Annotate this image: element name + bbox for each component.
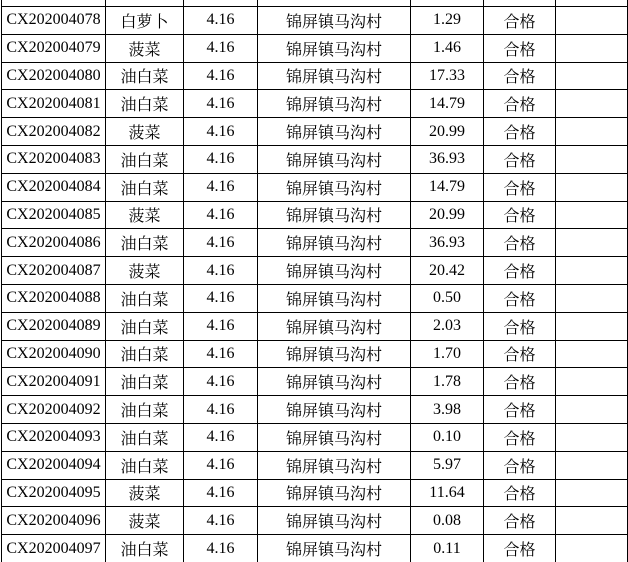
cell-conclusion: 合格 — [484, 229, 556, 257]
cell-conclusion: 合格 — [484, 7, 556, 35]
cell-sampling-site: 锦屏镇马沟村 — [258, 34, 411, 62]
cell-conclusion: 合格 — [484, 396, 556, 424]
cell-test-date: 4.16 — [184, 145, 258, 173]
cell-test-date: 4.16 — [184, 34, 258, 62]
cell-sampling-site: 锦屏镇马沟村 — [258, 118, 411, 146]
cell-result-value: 5.97 — [411, 451, 484, 479]
table-row — [2, 423, 628, 451]
cell-result-value: 0.10 — [411, 423, 484, 451]
cell-result-value: 36.93 — [411, 229, 484, 257]
cell-sample-id: CX202004093 — [2, 423, 106, 451]
cell-sample-id: CX202004086 — [2, 229, 106, 257]
cell-test-date: 4.16 — [184, 62, 258, 90]
cell-product: 油白菜 — [106, 145, 184, 173]
cell-blank — [556, 201, 628, 229]
cell-test-date: 4.16 — [184, 90, 258, 118]
table-row — [2, 479, 628, 507]
cell-sampling-site: 锦屏镇马沟村 — [258, 535, 411, 562]
cell-conclusion: 合格 — [484, 145, 556, 173]
cell-sample-id: CX202004090 — [2, 340, 106, 368]
cell-blank — [556, 118, 628, 146]
cell-result-value: 17.33 — [411, 62, 484, 90]
cell-sample-id: CX202004094 — [2, 451, 106, 479]
cell-result-value: 1.70 — [411, 340, 484, 368]
cell-sampling-site: 锦屏镇马沟村 — [258, 7, 411, 35]
table-row — [2, 201, 628, 229]
inspection-results-table — [1, 0, 628, 562]
cell-blank — [556, 7, 628, 35]
cell-blank — [556, 535, 628, 562]
cell-blank — [556, 312, 628, 340]
cell-test-date: 4.16 — [184, 284, 258, 312]
cell-blank — [556, 340, 628, 368]
cell-product: 菠菜 — [106, 201, 184, 229]
cell-product: 菠菜 — [106, 507, 184, 535]
cell-sampling-site: 锦屏镇马沟村 — [258, 145, 411, 173]
cell-blank — [556, 34, 628, 62]
cell-conclusion: 合格 — [484, 312, 556, 340]
cell-sampling-site: 锦屏镇马沟村 — [258, 451, 411, 479]
cell-sample-id: CX202004097 — [2, 535, 106, 562]
cell-conclusion: 合格 — [484, 507, 556, 535]
cell-test-date: 4.16 — [184, 201, 258, 229]
table-row — [2, 34, 628, 62]
table-row — [2, 90, 628, 118]
table-row — [2, 173, 628, 201]
cell-blank — [556, 284, 628, 312]
cell-sample-id: CX202004078 — [2, 7, 106, 35]
cell-sample-id: CX202004082 — [2, 118, 106, 146]
cell-blank — [556, 451, 628, 479]
cell-product: 油白菜 — [106, 535, 184, 562]
cell-sampling-site: 锦屏镇马沟村 — [258, 479, 411, 507]
cell-blank — [556, 479, 628, 507]
cell-sampling-site: 锦屏镇马沟村 — [258, 90, 411, 118]
cell-conclusion: 合格 — [484, 201, 556, 229]
cell-blank — [556, 507, 628, 535]
cell-result-value: 3.98 — [411, 396, 484, 424]
cell-conclusion: 合格 — [484, 257, 556, 285]
cell-sample-id: CX202004092 — [2, 396, 106, 424]
cell-conclusion: 合格 — [484, 535, 556, 562]
cell-test-date: 4.16 — [184, 340, 258, 368]
cell-blank — [556, 62, 628, 90]
cell-result-value: 11.64 — [411, 479, 484, 507]
cell-test-date: 4.16 — [184, 535, 258, 562]
cell-product: 油白菜 — [106, 312, 184, 340]
cell-test-date: 4.16 — [184, 312, 258, 340]
cell-result-value: 14.79 — [411, 173, 484, 201]
cell-test-date: 4.16 — [184, 173, 258, 201]
cell-sampling-site: 锦屏镇马沟村 — [258, 368, 411, 396]
cell-conclusion: 合格 — [484, 34, 556, 62]
table-row — [2, 535, 628, 562]
cell-test-date: 4.16 — [184, 451, 258, 479]
table-row — [2, 368, 628, 396]
table-body — [2, 0, 628, 562]
table-row — [2, 7, 628, 35]
table-row — [2, 451, 628, 479]
cell-blank — [556, 257, 628, 285]
cell-product: 油白菜 — [106, 90, 184, 118]
cell-test-date: 4.16 — [184, 479, 258, 507]
cell-result-value: 0.50 — [411, 284, 484, 312]
cell-result-value: 1.46 — [411, 34, 484, 62]
cell-blank — [556, 145, 628, 173]
cell-result-value: 1.29 — [411, 7, 484, 35]
table-row — [2, 118, 628, 146]
table-row — [2, 229, 628, 257]
cell-result-value: 1.78 — [411, 368, 484, 396]
cell-conclusion: 合格 — [484, 118, 556, 146]
cell-product: 油白菜 — [106, 451, 184, 479]
cell-result-value: 14.79 — [411, 90, 484, 118]
cell-test-date: 4.16 — [184, 118, 258, 146]
cell-sample-id: CX202004087 — [2, 257, 106, 285]
cell-result-value: 20.42 — [411, 257, 484, 285]
cell-test-date: 4.16 — [184, 229, 258, 257]
cell-sampling-site: 锦屏镇马沟村 — [258, 229, 411, 257]
cell-test-date: 4.16 — [184, 7, 258, 35]
cell-test-date: 4.16 — [184, 396, 258, 424]
cell-sample-id: CX202004088 — [2, 284, 106, 312]
table-row — [2, 507, 628, 535]
cell-blank — [556, 90, 628, 118]
cell-result-value: 20.99 — [411, 201, 484, 229]
cell-sampling-site: 锦屏镇马沟村 — [258, 257, 411, 285]
cell-product: 油白菜 — [106, 340, 184, 368]
cell-conclusion: 合格 — [484, 479, 556, 507]
cell-conclusion: 合格 — [484, 340, 556, 368]
cell-result-value: 0.08 — [411, 507, 484, 535]
cell-sample-id: CX202004089 — [2, 312, 106, 340]
cell-sampling-site: 锦屏镇马沟村 — [258, 62, 411, 90]
cell-product: 油白菜 — [106, 396, 184, 424]
cell-result-value: 36.93 — [411, 145, 484, 173]
cell-product: 油白菜 — [106, 284, 184, 312]
cell-product: 油白菜 — [106, 62, 184, 90]
cell-product: 油白菜 — [106, 229, 184, 257]
cell-sample-id: CX202004081 — [2, 90, 106, 118]
cell-sampling-site: 锦屏镇马沟村 — [258, 423, 411, 451]
cell-blank — [556, 423, 628, 451]
cell-result-value: 0.11 — [411, 535, 484, 562]
cell-conclusion: 合格 — [484, 368, 556, 396]
cell-blank — [556, 173, 628, 201]
cell-test-date: 4.16 — [184, 507, 258, 535]
cell-sample-id: CX202004080 — [2, 62, 106, 90]
cell-product: 油白菜 — [106, 173, 184, 201]
cell-sampling-site: 锦屏镇马沟村 — [258, 312, 411, 340]
cell-sample-id: CX202004091 — [2, 368, 106, 396]
cell-product: 白萝卜 — [106, 7, 184, 35]
cell-blank — [556, 368, 628, 396]
cell-sampling-site: 锦屏镇马沟村 — [258, 284, 411, 312]
cell-sample-id: CX202004095 — [2, 479, 106, 507]
cell-result-value: 2.03 — [411, 312, 484, 340]
cell-blank — [556, 396, 628, 424]
table-row — [2, 340, 628, 368]
cell-conclusion: 合格 — [484, 90, 556, 118]
cell-product: 菠菜 — [106, 118, 184, 146]
cell-product: 菠菜 — [106, 479, 184, 507]
cell-blank — [556, 229, 628, 257]
table-row — [2, 62, 628, 90]
table-row — [2, 312, 628, 340]
cell-sampling-site: 锦屏镇马沟村 — [258, 507, 411, 535]
cell-conclusion: 合格 — [484, 62, 556, 90]
cell-sampling-site: 锦屏镇马沟村 — [258, 201, 411, 229]
cell-sampling-site: 锦屏镇马沟村 — [258, 340, 411, 368]
cell-sample-id: CX202004096 — [2, 507, 106, 535]
cell-sample-id: CX202004079 — [2, 34, 106, 62]
table-row — [2, 284, 628, 312]
cell-sample-id: CX202004084 — [2, 173, 106, 201]
cell-product: 油白菜 — [106, 368, 184, 396]
cell-sampling-site: 锦屏镇马沟村 — [258, 396, 411, 424]
cell-product: 菠菜 — [106, 34, 184, 62]
table-row — [2, 396, 628, 424]
cell-sample-id: CX202004085 — [2, 201, 106, 229]
cell-product: 油白菜 — [106, 423, 184, 451]
cell-conclusion: 合格 — [484, 423, 556, 451]
cell-conclusion: 合格 — [484, 173, 556, 201]
cell-test-date: 4.16 — [184, 257, 258, 285]
table-row — [2, 145, 628, 173]
cell-sample-id: CX202004083 — [2, 145, 106, 173]
cell-test-date: 4.16 — [184, 368, 258, 396]
cell-sampling-site: 锦屏镇马沟村 — [258, 173, 411, 201]
cell-test-date: 4.16 — [184, 423, 258, 451]
cell-result-value: 20.99 — [411, 118, 484, 146]
table-row — [2, 257, 628, 285]
cell-conclusion: 合格 — [484, 451, 556, 479]
cell-conclusion: 合格 — [484, 284, 556, 312]
cell-product: 菠菜 — [106, 257, 184, 285]
